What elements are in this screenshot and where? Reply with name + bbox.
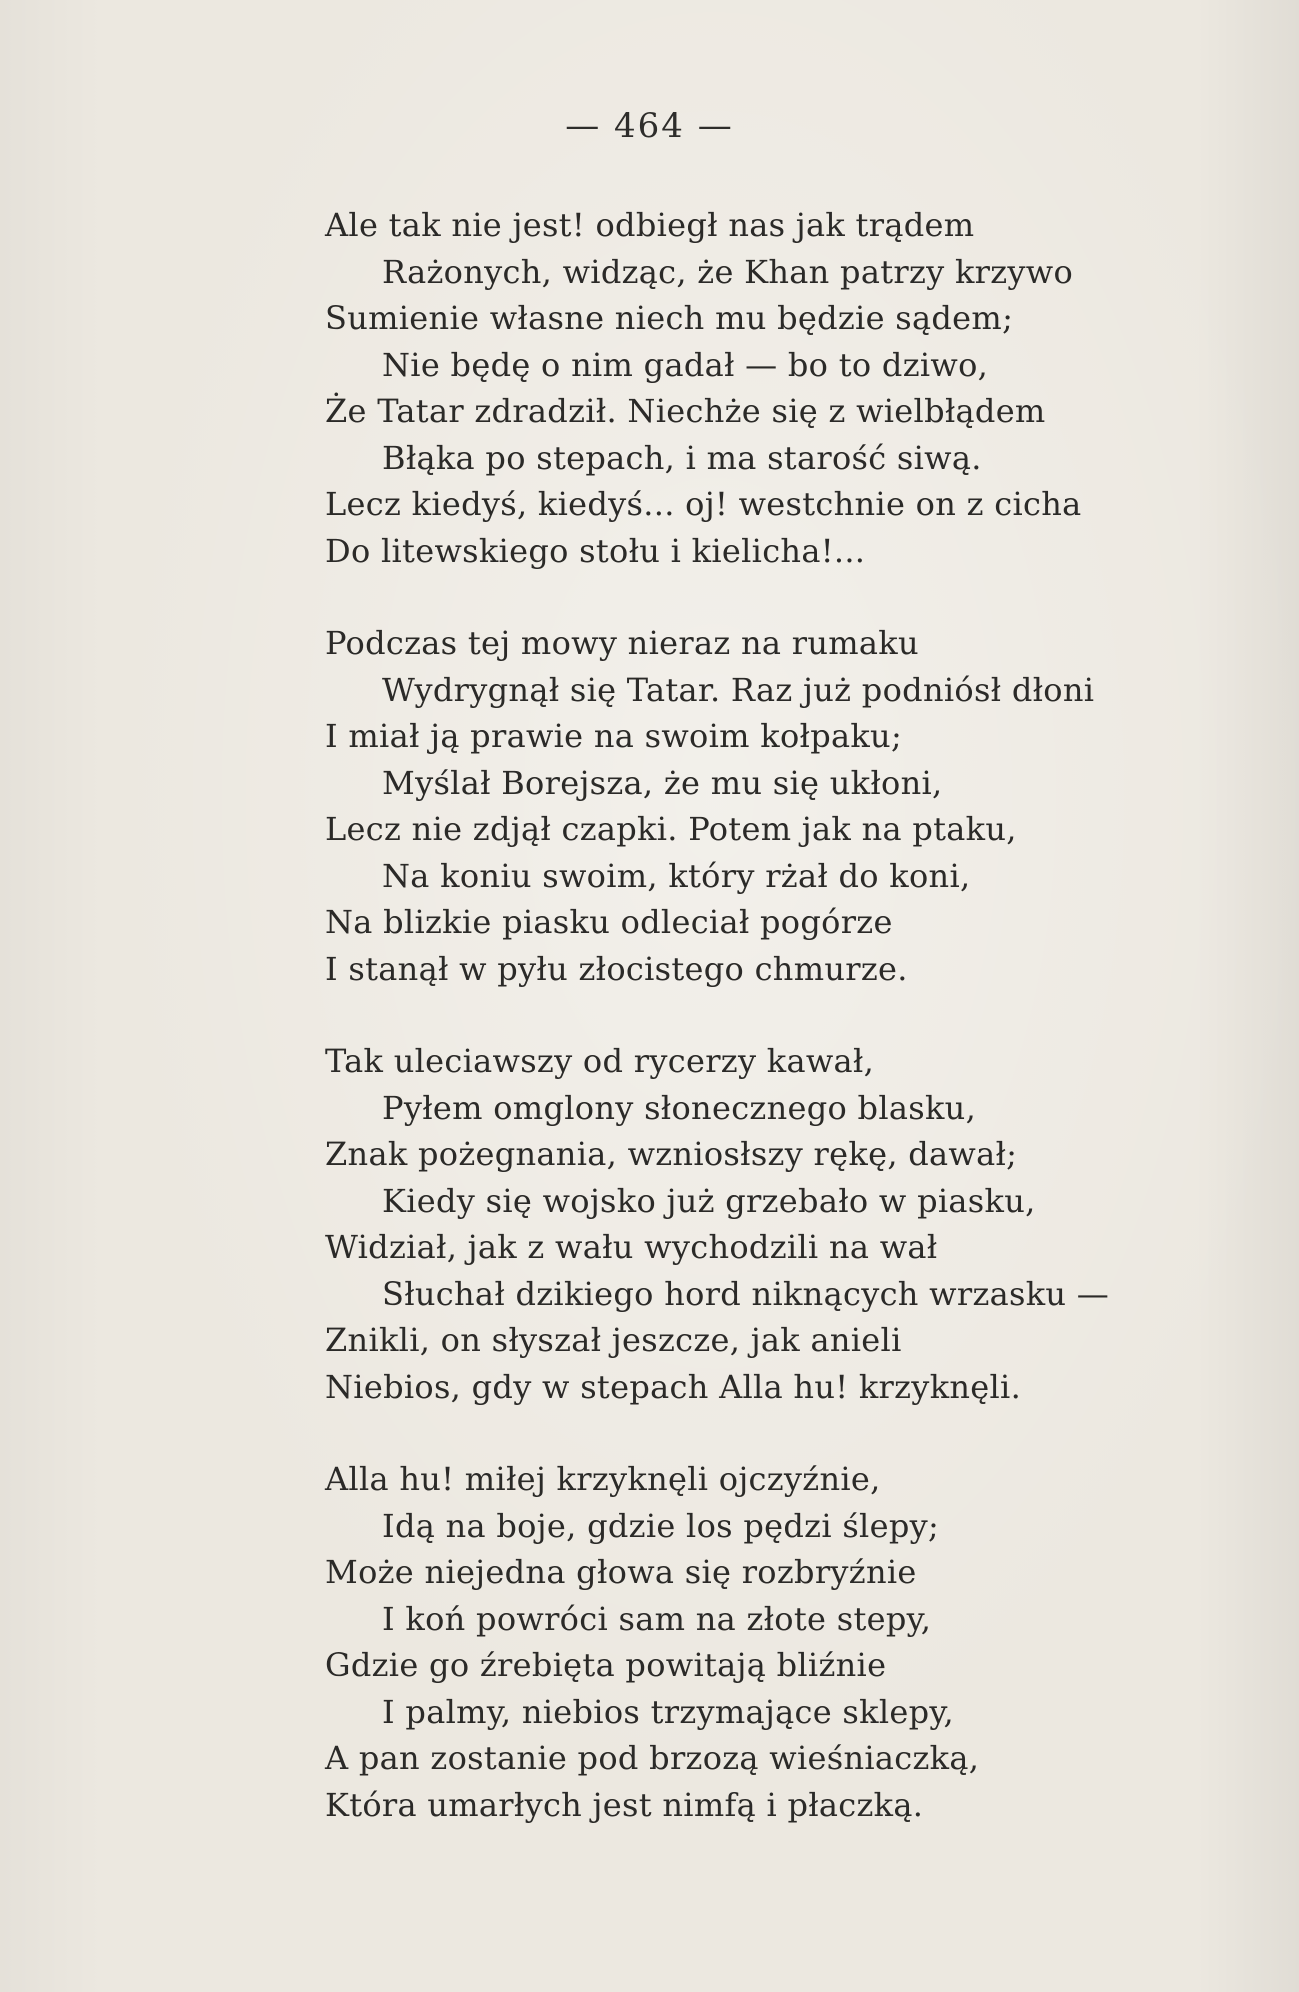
poem-line: Na koniu swoim, który rżał do koni, — [382, 856, 971, 895]
poem-line: Idą na boje, gdzie los pędzi ślepy; — [382, 1506, 940, 1545]
poem-line: Kiedy się wojsko już grzebało w piasku, — [382, 1181, 1036, 1220]
poem-line: Widział, jak z wału wychodzili na wał — [325, 1228, 938, 1266]
poem-line: Ale tak nie jest! odbiegł nas jak trądem — [325, 206, 975, 244]
poem-line: Pyłem omglony słonecznego blasku, — [382, 1088, 977, 1127]
poem-line: Wydrygnął się Tatar. Raz już podniósł dłoni — [382, 670, 1095, 709]
poem-line: Tak uleciawszy od rycerzy kawał, — [325, 1042, 875, 1080]
poem-line: Lecz nie zdjął czapki. Potem jak na ptaku, — [325, 810, 1017, 848]
poem-line: Do litewskiego stołu i kielicha!... — [325, 531, 866, 570]
poem-line: Słuchał dzikiego hord niknących wrzasku — — [382, 1274, 1110, 1313]
poem-line: Sumienie własne niech mu będzie sądem; — [325, 299, 1014, 337]
poem-line: I palmy, niebios trzymające sklepy, — [382, 1692, 954, 1731]
page-number: — 464 — — [565, 106, 734, 146]
stanza-1 — [325, 202, 1285, 574]
stanza-4 — [325, 1456, 1285, 1828]
poem-line: Gdzie go źrebięta powitają bliźnie — [325, 1646, 887, 1684]
poem-line: Alla hu! miłej krzyknęli ojczyźnie, — [325, 1460, 881, 1498]
poem-line: Rażonych, widząc, że Khan patrzy krzywo — [382, 252, 1074, 291]
poem-line: Błąka po stepach, i ma starość siwą. — [382, 438, 982, 477]
poem-line: Znikli, on słyszał jeszcze, jak anieli — [325, 1321, 902, 1359]
poem-line: I miał ją prawie na swoim kołpaku; — [325, 717, 903, 755]
poem-line: Może niejedna głowa się rozbryźnie — [325, 1553, 917, 1591]
poem-line: Znak pożegnania, wzniosłszy rękę, dawał; — [325, 1135, 1018, 1173]
poem-line: I stanął w pyłu złocistego chmurze. — [325, 949, 908, 988]
stanza-2 — [325, 620, 1285, 992]
poem-line: Podczas tej mowy nieraz na rumaku — [325, 624, 919, 662]
poem-line: Nie będę o nim gadał — bo to dziwo, — [382, 345, 989, 384]
poem-line: Lecz kiedyś, kiedyś... oj! westchnie on z cicha — [325, 485, 1082, 523]
poem-line: Myślał Borejsza, że mu się ukłoni, — [382, 763, 943, 802]
poem-line: I koń powróci sam na złote stepy, — [382, 1599, 932, 1638]
poem-line: Na blizkie piasku odleciał pogórze — [325, 903, 893, 941]
poem-line: Która umarłych jest nimfą i płaczką. — [325, 1785, 924, 1824]
poem-body — [325, 202, 1285, 1874]
poem-line: Że Tatar zdradził. Niechże się z wielbłądem — [325, 392, 1046, 430]
poem-line: Niebios, gdy w stepach Alla hu! krzyknęli. — [325, 1367, 1022, 1406]
stanza-3 — [325, 1038, 1285, 1410]
poem-line: A pan zostanie pod brzozą wieśniaczką, — [325, 1739, 980, 1777]
